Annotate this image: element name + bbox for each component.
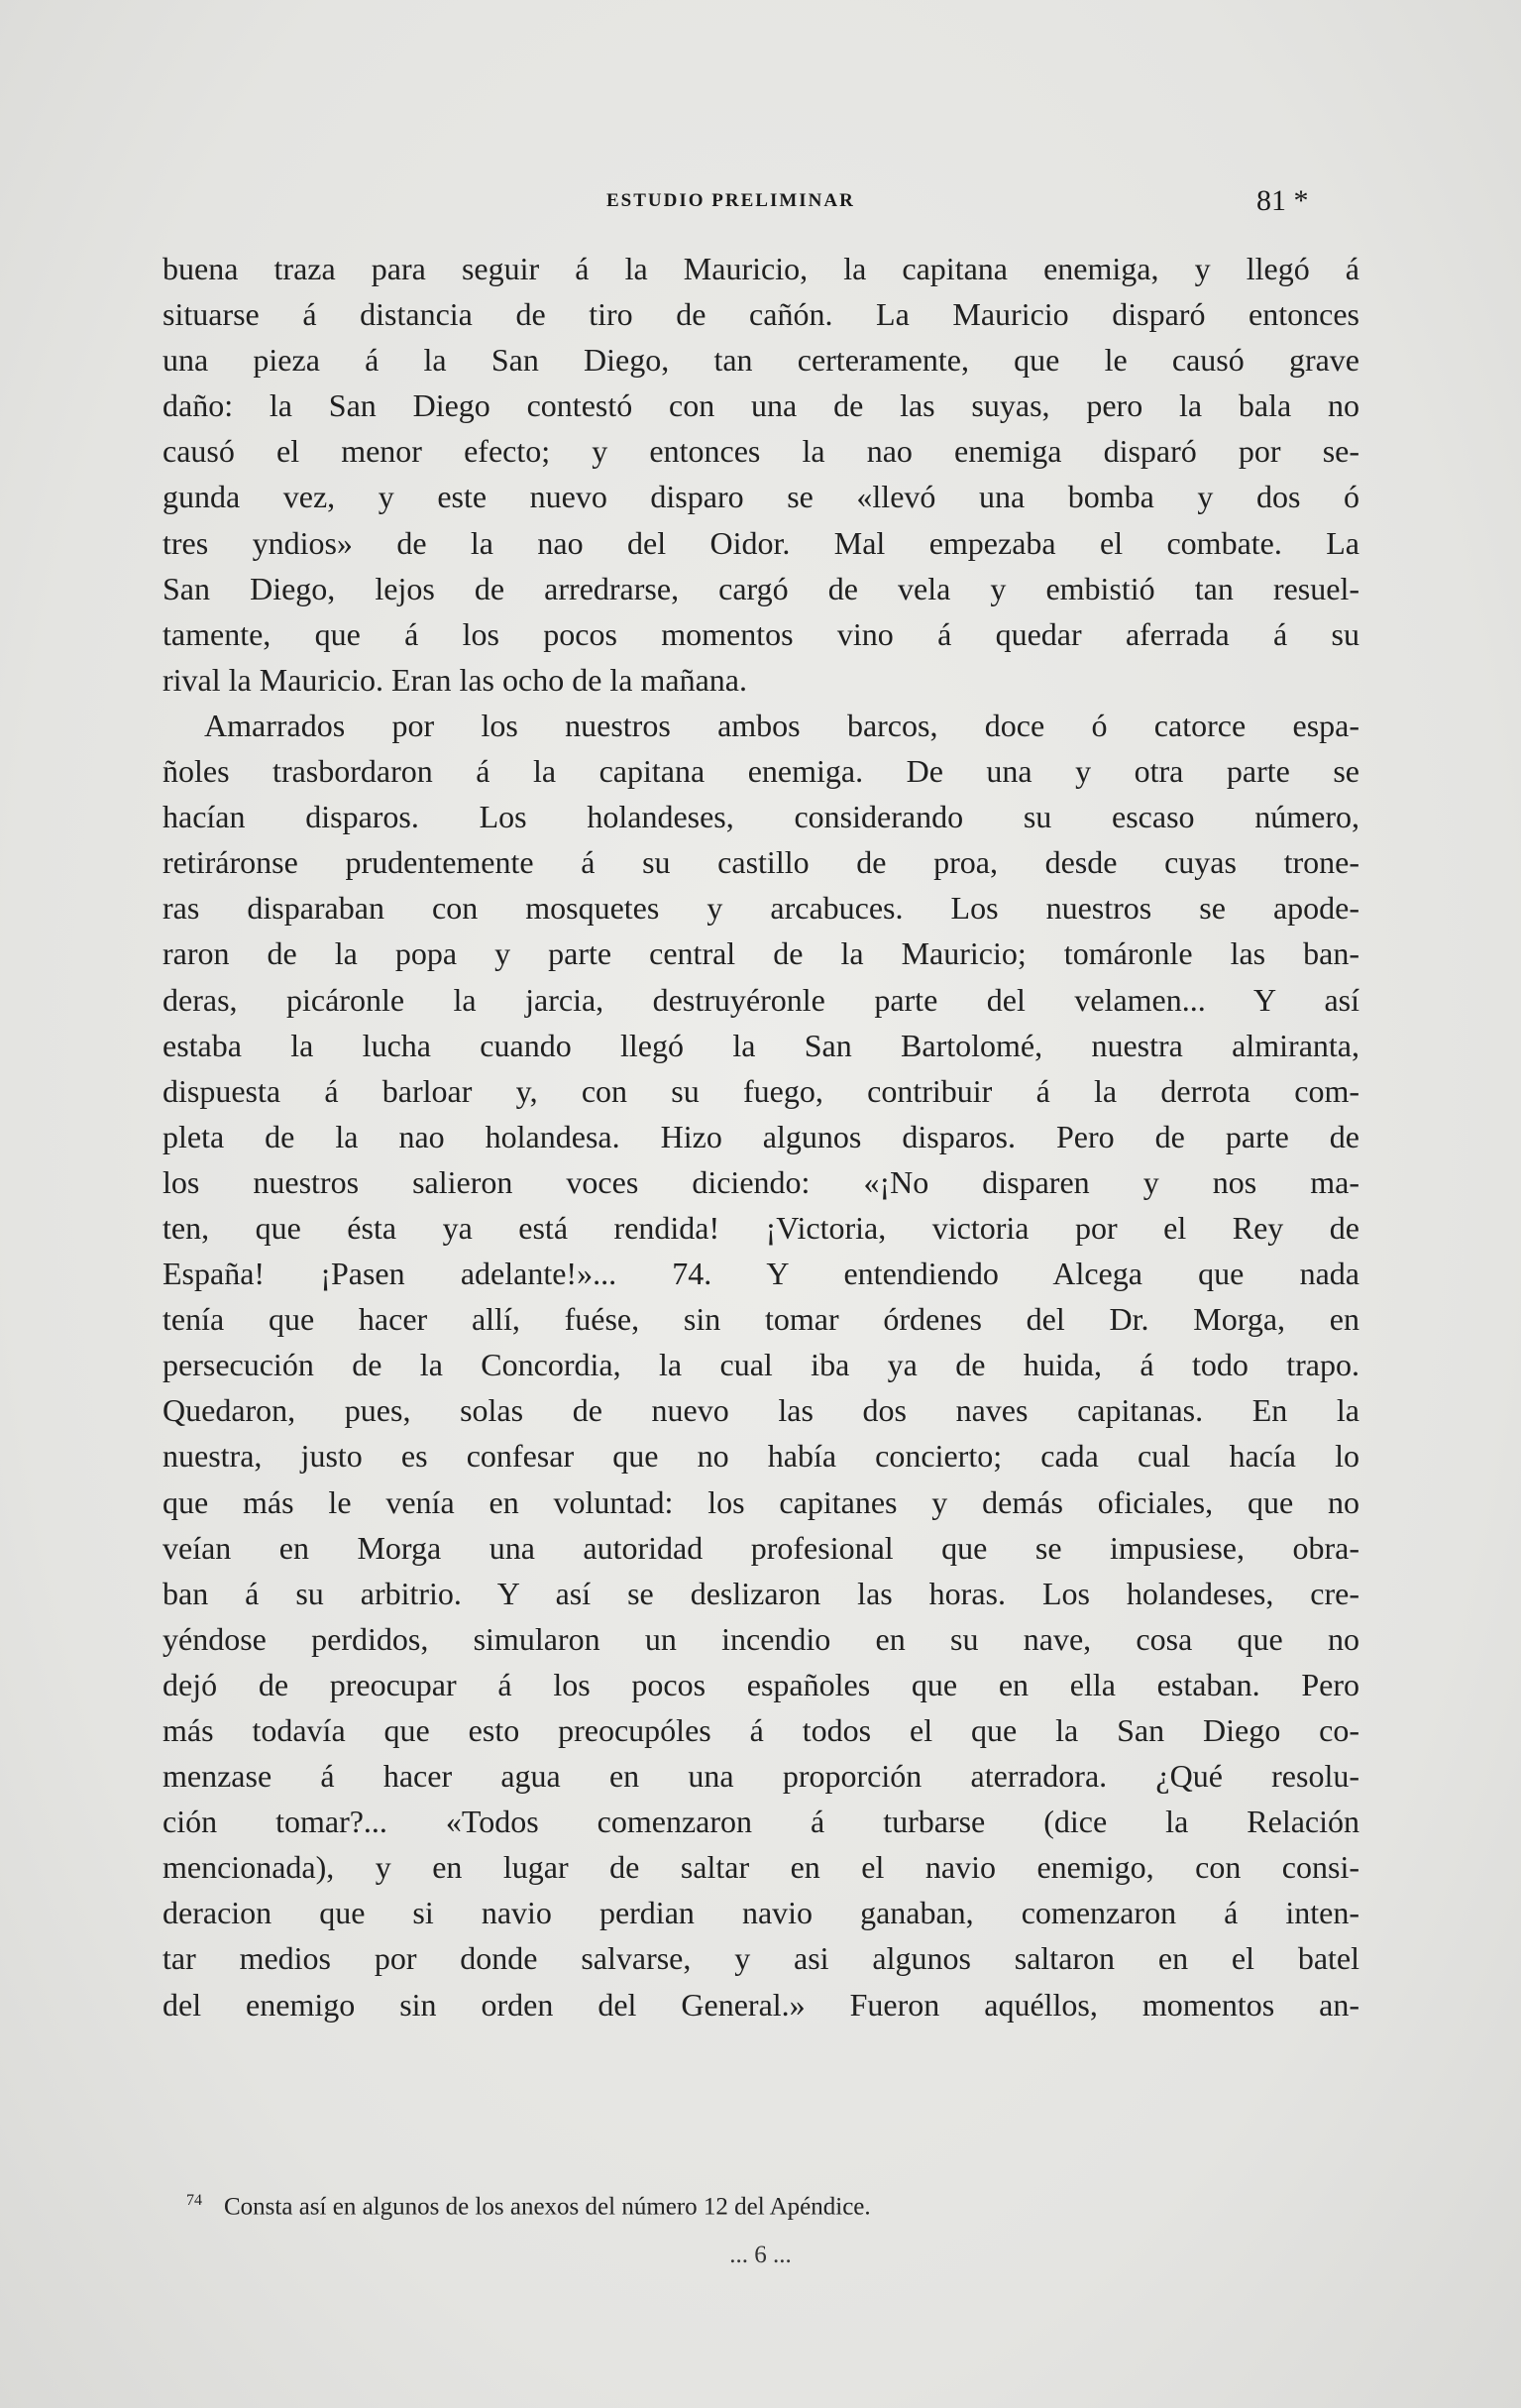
text-line: ñoles trasbordaron á la capitana enemiga. De una y otra parte se — [163, 753, 1359, 790]
text-line: tar medios por donde salvarse, y asi algunos saltaron en el batel — [163, 1940, 1359, 1977]
footnote-mark: 74 — [186, 2192, 202, 2209]
text-line: deracion que si navio perdian navio ganaban, comenzaron á inten- — [163, 1895, 1359, 1931]
running-head — [0, 184, 1521, 224]
text-line: tres yndios» de la nao del Oidor. Mal empezaba el combate. La — [163, 524, 1359, 561]
text-line: ban á su arbitrio. Y así se deslizaron las horas. Los holandeses, cre- — [163, 1575, 1359, 1611]
text-line: gunda vez, y este nuevo disparo se «llevó una bomba y dos ó — [163, 479, 1359, 515]
text-line: Quedaron, pues, solas de nuevo las dos naves capitanas. En la — [163, 1392, 1359, 1429]
text-line: dispuesta á barloar y, con su fuego, contribuir á la derrota com- — [163, 1072, 1359, 1109]
footnote-text: Consta así en algunos de los anexos del número 12 del Apéndice. — [224, 2193, 871, 2221]
text-line: una pieza á la San Diego, tan certeramente, que le causó grave — [163, 342, 1359, 379]
text-line: causó el menor efecto; y entonces la nao enemiga disparó por se- — [163, 433, 1359, 470]
text-line: rival la Mauricio. Eran las ocho de la mañana. — [163, 661, 747, 698]
text-line: hacían disparos. Los holandeses, considerando su escaso número, — [163, 799, 1359, 835]
body-text — [163, 246, 1359, 2027]
text-line: retiráronse prudentemente á su castillo de proa, desde cuyas trone- — [163, 844, 1359, 881]
text-line: ras disparaban con mosquetes y arcabuces. Los nuestros se apode- — [163, 890, 1359, 927]
text-line: estaba la lucha cuando llegó la San Bartolomé, nuestra almiranta, — [163, 1027, 1359, 1063]
text-line: los nuestros salieron voces diciendo: «¡No disparen y nos ma- — [163, 1163, 1359, 1200]
text-line: dejó de preocupar á los pocos españoles que en ella estaban. Pero — [163, 1666, 1359, 1702]
text-line: mencionada), y en lugar de saltar en el navio enemigo, con consi- — [163, 1849, 1359, 1886]
text-line: yéndose perdidos, simularon un incendio en su nave, cosa que no — [163, 1620, 1359, 1657]
text-line: del enemigo sin orden del General.» Fueron aquéllos, momentos an- — [163, 1986, 1359, 2023]
signature-mark: ... 6 ... — [729, 2242, 792, 2268]
text-line: daño: la San Diego contestó con una de las suyas, pero la bala no — [163, 387, 1359, 424]
text-line: buena traza para seguir á la Mauricio, la capitana enemiga, y llegó á — [163, 251, 1359, 286]
page-number: 81 * — [1256, 184, 1309, 217]
running-title: ESTUDIO PRELIMINAR — [606, 190, 855, 211]
text-line: persecución de la Concordia, la cual iba ya de huida, á todo trapo. — [163, 1347, 1359, 1383]
text-line: más todavía que esto preocupóles á todos el que la San Diego co- — [163, 1712, 1359, 1748]
text-line: menzase á hacer agua en una proporción aterradora. ¿Qué resolu- — [163, 1758, 1359, 1795]
text-line: pleta de la nao holandesa. Hizo algunos disparos. Pero de parte de — [163, 1118, 1359, 1154]
footnote — [186, 2192, 1276, 2221]
text-line: veían en Morga una autoridad profesional que se impusiese, obra- — [163, 1529, 1359, 1566]
text-line: deras, picáronle la jarcia, destruyéronle parte del velamen... Y así — [163, 981, 1359, 1018]
text-line: España! ¡Pasen adelante!»... 74. Y entendiendo Alcega que nada — [163, 1256, 1359, 1292]
paragraph-start-line: Amarrados por los nuestros ambos barcos, doce ó catorce espa- — [204, 707, 1359, 743]
text-line: situarse á distancia de tiro de cañón. La Mauricio disparó entonces — [163, 296, 1359, 333]
text-line: ten, que ésta ya está rendida! ¡Victoria, victoria por el Rey de — [163, 1209, 1359, 1246]
text-line: San Diego, lejos de arredrarse, cargó de vela y embistió tan resuel- — [163, 570, 1359, 606]
text-line: tamente, que á los pocos momentos vino á quedar aferrada á su — [163, 615, 1359, 652]
text-line: que más le venía en voluntad: los capitanes y demás oficiales, que no — [163, 1483, 1359, 1520]
text-line: raron de la popa y parte central de la Mauricio; tomáronle las ban- — [163, 935, 1359, 972]
text-line: nuestra, justo es confesar que no había concierto; cada cual hacía lo — [163, 1438, 1359, 1475]
text-line: ción tomar?... «Todos comenzaron á turbarse (dice la Relación — [163, 1804, 1359, 1840]
text-line: tenía que hacer allí, fuése, sin tomar órdenes del Dr. Morga, en — [163, 1301, 1359, 1338]
